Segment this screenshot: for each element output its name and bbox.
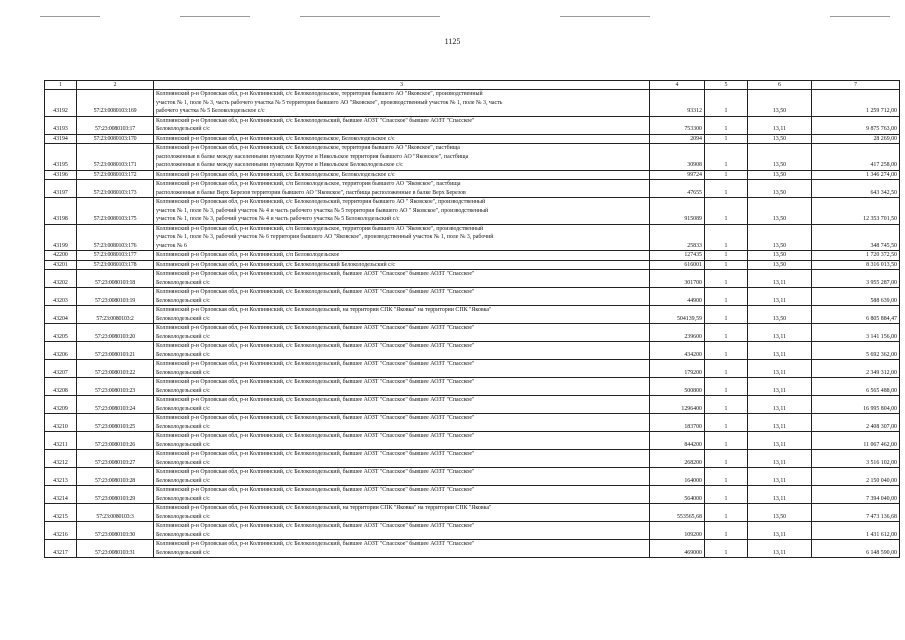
table-body	[45, 90, 900, 558]
description-line: Белоколодезьский с/с	[156, 459, 210, 466]
row-number: 43198	[45, 198, 77, 225]
location-description	[154, 486, 650, 504]
rate-value: 13,50	[748, 260, 812, 270]
rate-value: 13,11	[748, 396, 812, 414]
cadastral-value: 16 995 804,00	[812, 396, 900, 414]
cadastral-value: 348 745,50	[812, 224, 900, 251]
cadastral-value: 2 150 040,00	[812, 468, 900, 486]
row-number: 43209	[45, 396, 77, 414]
column-header: 7	[812, 81, 900, 90]
rate-value: 13,11	[748, 468, 812, 486]
table-row	[45, 288, 900, 306]
description-line: Белоколодезьский с/с	[156, 405, 210, 412]
location-description	[154, 504, 650, 522]
rate-value: 13,50	[748, 170, 812, 180]
table-row	[45, 260, 900, 270]
cadastral-number: 57:23:0080103:2	[77, 306, 154, 324]
location-description	[154, 306, 650, 324]
row-number: 43214	[45, 486, 77, 504]
description-line: Колпнянский р-н Орловская обл, р-н Колпнянский, с/с Белоколодезьский, бывшее АОЗТ "Спасское" бывшее АОЗТ "Спасское"	[156, 541, 475, 547]
cadastral-value: 12 353 701,50	[812, 198, 900, 225]
count-value: 1	[705, 522, 748, 540]
row-number: 43196	[45, 170, 77, 180]
area-value: 47655	[650, 180, 705, 198]
area-value: 915089	[650, 198, 705, 225]
count-value: 1	[705, 396, 748, 414]
description-line: Белоколодезьский с/с	[156, 423, 210, 430]
table-row	[45, 432, 900, 450]
description-line: Белоколодезьский с/с	[156, 126, 210, 132]
table-row	[45, 486, 900, 504]
row-number: 43203	[45, 288, 77, 306]
table-row	[45, 450, 900, 468]
description-line: Колпнянский р-н Орловская обл, р-н Колпнянский, с/с Белоколодезьский, бывшее АОЗТ "Спасское" бывшее АОЗТ "Спасское"	[156, 523, 475, 529]
cadastral-number: 57:23:0080103:173	[77, 180, 154, 198]
description-line: Колпнянский р-н Орловская обл, р-н Колпнянский, с/с Белоколодезьский Белоколодезьский с/с	[156, 261, 396, 268]
row-number: 43211	[45, 432, 77, 450]
column-header: 2	[77, 81, 154, 90]
row-number: 43212	[45, 450, 77, 468]
area-value: 469000	[650, 540, 705, 558]
cadastral-value: 1 720 372,50	[812, 251, 900, 261]
cadastral-number: 57:23:0080103:170	[77, 134, 154, 144]
table-row	[45, 522, 900, 540]
scan-artifact-line	[180, 16, 250, 17]
cadastral-value: 588 639,00	[812, 288, 900, 306]
cadastral-number: 57:23:0080103:18	[77, 270, 154, 288]
description-line: Колпнянский р-н Орловская обл, р-н Колпнянский, с/с Белоколодезьский, бывшее АОЗТ "Спасское" бывшее АОЗТ "Спасское"	[156, 361, 475, 367]
count-value: 1	[705, 306, 748, 324]
description-line: Колпнянский р-н Орловская обл, р-н Колпнянский, с/с Белоколодезьское, территория бывшего АО "Яковское", пастбища	[156, 145, 460, 151]
area-value: 183700	[650, 414, 705, 432]
location-description	[154, 396, 650, 414]
count-value: 1	[705, 116, 748, 134]
location-description	[154, 540, 650, 558]
count-value: 1	[705, 170, 748, 180]
description-line: Белоколодезьский с/с	[156, 279, 210, 286]
rate-value: 13,50	[748, 90, 812, 117]
rate-value: 13,11	[748, 288, 812, 306]
cadastral-value: 417 258,00	[812, 144, 900, 171]
cadastral-number: 57:23:0080103:3	[77, 504, 154, 522]
description-line: Белоколодезьский с/с	[156, 387, 210, 394]
description-line: Колпнянский р-н Орловская обл, р-н Колпнянский, с/с Белоколодезьский, на территории СПК "Яковка" на территории СПК "Яковка"	[156, 505, 492, 511]
description-line: Колпнянский р-н Орловская обл, р-н Колпнянский, с/с Белоколодезьский, бывшее АОЗТ "Спасское" бывшее АОЗТ "Спасское"	[156, 343, 475, 349]
cadastral-value: 6 565 488,00	[812, 378, 900, 396]
location-description	[154, 180, 650, 198]
cadastral-value: 1 346 274,00	[812, 170, 900, 180]
description-line: Колпнянский р-н Орловская обл, р-н Колпнянский, с/с Белоколодезьское, Белоколодезьское с/с	[156, 171, 395, 178]
area-value: 127435	[650, 251, 705, 261]
location-description	[154, 144, 650, 171]
area-value: 500800	[650, 378, 705, 396]
rate-value: 13,11	[748, 414, 812, 432]
description-line: расположенные в балке между населенными пунктами Крутое и Никольское территория бывшего АО "Яковское", пастбища	[156, 153, 469, 160]
description-line: Колпнянский р-н Орловская обл, р-н Колпнянский, с/п Белоколодезьское	[156, 252, 340, 258]
scan-artifact-line	[830, 16, 890, 17]
cadastral-value: 8 316 013,50	[812, 260, 900, 270]
count-value: 1	[705, 134, 748, 144]
description-line: Колпнянский р-н Орловская обл, р-н Колпнянский, с/с Белоколодезьский, бывшее АОЗТ "Спасское" бывшее АОЗТ "Спасское"	[156, 117, 475, 124]
description-line: Белоколодезьский с/с	[156, 369, 210, 376]
cadastral-value: 3 955 287,00	[812, 270, 900, 288]
description-line: участок № 1, поле № 3, часть рабочего участка № 5 территория бывшего АО "Яковское", производственный участок № 1, поле № 3, часть	[156, 99, 503, 106]
location-description	[154, 324, 650, 342]
area-value: 164000	[650, 468, 705, 486]
cadastral-number: 57:23:0080103:20	[77, 324, 154, 342]
row-number: 43192	[45, 90, 77, 117]
cadastral-number: 57:23:0080103:24	[77, 396, 154, 414]
cadastral-number: 57:23:0080103:31	[77, 540, 154, 558]
table-row	[45, 116, 900, 134]
cadastral-number: 57:23:0080103:177	[77, 251, 154, 261]
count-value: 1	[705, 224, 748, 251]
area-value: 25833	[650, 224, 705, 251]
rate-value: 13,11	[748, 116, 812, 134]
location-description	[154, 414, 650, 432]
location-description	[154, 134, 650, 144]
row-number: 43204	[45, 306, 77, 324]
table-row	[45, 378, 900, 396]
description-line: участок № 6	[156, 242, 187, 249]
scan-artifact-line	[40, 16, 100, 17]
cadastral-number: 57:23:0080103:28	[77, 468, 154, 486]
column-header: 3	[154, 81, 650, 90]
description-line: Колпнянский р-н Орловская обл, р-н Колпнянский, с/п Белоколодезьское, территория бывшего АО "Яковское", пастбища	[156, 181, 461, 187]
row-number: 42200	[45, 251, 77, 261]
location-description	[154, 170, 650, 180]
count-value: 1	[705, 432, 748, 450]
table-row	[45, 414, 900, 432]
count-value: 1	[705, 180, 748, 198]
table-row	[45, 170, 900, 180]
row-number: 43205	[45, 324, 77, 342]
table-row	[45, 144, 900, 171]
location-description	[154, 270, 650, 288]
cadastral-number: 57:23:0080103:169	[77, 90, 154, 117]
cadastral-value: 2 408 307,00	[812, 414, 900, 432]
cadastral-number: 57:23:0080103:171	[77, 144, 154, 171]
cadastral-number: 57:23:0080103:29	[77, 486, 154, 504]
table-row	[45, 324, 900, 342]
count-value: 1	[705, 468, 748, 486]
description-line: Колпнянский р-н Орловская обл, р-н Колпнянский, с/с Белоколодезьский, бывшее АОЗТ "Спасское" бывшее АОЗТ "Спасское"	[156, 289, 475, 295]
cadastral-number: 57:23:0080103:176	[77, 224, 154, 251]
rate-value: 13,11	[748, 486, 812, 504]
area-value: 2094	[650, 134, 705, 144]
count-value: 1	[705, 504, 748, 522]
count-value: 1	[705, 360, 748, 378]
row-number: 43217	[45, 540, 77, 558]
row-number: 43207	[45, 360, 77, 378]
area-value: 504139,59	[650, 306, 705, 324]
cadastral-number: 57:23:0080103:178	[77, 260, 154, 270]
cadastral-number: 57:23:0080103:21	[77, 342, 154, 360]
area-value: 553565,68	[650, 504, 705, 522]
count-value: 1	[705, 198, 748, 225]
count-value: 1	[705, 144, 748, 171]
area-value: 616001	[650, 260, 705, 270]
description-line: участок № 1, поле № 3, рабочий участок № 6 территория бывшего АО "Яковское", производственный участок № 1, поле № 3, рабочий	[156, 234, 494, 240]
row-number: 43216	[45, 522, 77, 540]
cadastral-value: 5 692 362,00	[812, 342, 900, 360]
row-number: 43202	[45, 270, 77, 288]
count-value: 1	[705, 260, 748, 270]
table-row	[45, 180, 900, 198]
rate-value: 13,11	[748, 360, 812, 378]
description-line: Колпнянский р-н Орловская обл, р-н Колпнянский, с/с Белоколодезьский, территория бывшего АО " Яковское", производственный	[156, 199, 486, 205]
cadastral-value: 28 269,00	[812, 134, 900, 144]
area-value: 564000	[650, 486, 705, 504]
location-description	[154, 468, 650, 486]
cadastral-number: 57:23:0080103:22	[77, 360, 154, 378]
count-value: 1	[705, 251, 748, 261]
row-number: 43213	[45, 468, 77, 486]
row-number: 43193	[45, 116, 77, 134]
location-description	[154, 288, 650, 306]
rate-value: 13,11	[748, 522, 812, 540]
column-header: 6	[748, 81, 812, 90]
area-value: 99724	[650, 170, 705, 180]
rate-value: 13,50	[748, 180, 812, 198]
description-line: Белоколодезьский с/с	[156, 549, 210, 556]
location-description	[154, 198, 650, 225]
rate-value: 13,11	[748, 342, 812, 360]
row-number: 43208	[45, 378, 77, 396]
description-line: Белоколодезьский с/с	[156, 477, 210, 484]
cadastral-value: 9 875 763,00	[812, 116, 900, 134]
rate-value: 13,11	[748, 540, 812, 558]
description-line: расположенные в балке Верх Березов территории бывшего АО "Яковское", пастбища расположенные в балке Верх Березов	[156, 189, 466, 196]
cadastral-value: 3 516 102,00	[812, 450, 900, 468]
description-line: Белоколодезьский с/с	[156, 297, 210, 304]
cadastral-number: 57:23:0080103:172	[77, 170, 154, 180]
table-row	[45, 396, 900, 414]
column-header: 5	[705, 81, 748, 90]
description-line: Колпнянский р-н Орловская обл, р-н Колпнянский, с/с Белоколодезьский, бывшее АОЗТ "Спасское" бывшее АОЗТ "Спасское"	[156, 451, 475, 457]
count-value: 1	[705, 378, 748, 396]
rate-value: 13,50	[748, 224, 812, 251]
cadastral-number: 57:23:0080103:175	[77, 198, 154, 225]
table-row	[45, 198, 900, 225]
area-value: 109200	[650, 522, 705, 540]
rate-value: 13,11	[748, 450, 812, 468]
cadastral-number: 57:23:0080103:30	[77, 522, 154, 540]
description-line: Белоколодезьский с/с	[156, 495, 210, 502]
rate-value: 13,50	[748, 504, 812, 522]
description-line: Колпнянский р-н Орловская обл, р-н Колпнянский, с/п Белоколодезьское, территория бывшего АО "Яковское", производственный	[156, 225, 484, 232]
count-value: 1	[705, 324, 748, 342]
location-description	[154, 260, 650, 270]
column-header: 1	[45, 81, 77, 90]
cadastral-value: 2 349 312,00	[812, 360, 900, 378]
row-number: 43197	[45, 180, 77, 198]
table-row	[45, 251, 900, 261]
cadastral-value: 643 342,50	[812, 180, 900, 198]
cadastral-value: 1 431 612,00	[812, 522, 900, 540]
description-line: Белоколодезьский с/с	[156, 315, 210, 322]
area-value: 93312	[650, 90, 705, 117]
table-row	[45, 468, 900, 486]
cadastral-value: 3 141 156,00	[812, 324, 900, 342]
location-description	[154, 342, 650, 360]
description-line: Колпнянский р-н Орловская обл, р-н Колпнянский, с/с Белоколодезьский, бывшее АОЗТ "Спасское" бывшее АОЗТ "Спасское"	[156, 415, 475, 421]
description-line: Белоколодезьский с/с	[156, 531, 210, 538]
description-line: Колпнянский р-н Орловская обл, р-н Колпнянский, с/с Белоколодезьский, бывшее АОЗТ "Спасское" бывшее АОЗТ "Спасское"	[156, 397, 475, 403]
description-line: расположенные в балке между населенными пунктами Крутое и Никольское Белоколодезьское с/с	[156, 162, 403, 168]
area-value: 239600	[650, 324, 705, 342]
rate-value: 13,50	[748, 134, 812, 144]
rate-value: 13,11	[748, 432, 812, 450]
description-line: Колпнянский р-н Орловская обл, р-н Колпнянский, с/с Белоколодезьский, на территории СПК "Яковка" на территории СПК "Яковка"	[156, 307, 492, 313]
area-value: 434200	[650, 342, 705, 360]
table-row	[45, 134, 900, 144]
rate-value: 13,11	[748, 378, 812, 396]
rate-value: 13,11	[748, 270, 812, 288]
description-line: Белоколодезьский с/с	[156, 351, 210, 358]
cadastral-value: 7 473 136,68	[812, 504, 900, 522]
rate-value: 13,50	[748, 144, 812, 171]
count-value: 1	[705, 414, 748, 432]
location-description	[154, 522, 650, 540]
cadastral-value: 1 259 712,00	[812, 90, 900, 117]
area-value: 44900	[650, 288, 705, 306]
scan-artifact-line	[300, 16, 440, 17]
description-line: Колпнянский р-н Орловская обл, р-н Колпнянский, с/с Белоколодезьский, бывшее АОЗТ "Спасское" бывшее АОЗТ "Спасское"	[156, 469, 475, 475]
table-row	[45, 504, 900, 522]
description-line: рабочего участка № 5 Белоколодезьское с/с	[156, 108, 265, 114]
location-description	[154, 116, 650, 134]
area-value: 753300	[650, 116, 705, 134]
cadastral-value: 6 148 590,00	[812, 540, 900, 558]
description-line: участок № 1, поле № 3, рабочий участок № 4 и часть рабочего участка № 5 Белоколодезьский с/с	[156, 216, 400, 222]
table-header-row	[45, 81, 900, 90]
location-description	[154, 378, 650, 396]
row-number: 43195	[45, 144, 77, 171]
cadastral-number: 57:23:0080103:27	[77, 450, 154, 468]
table-row	[45, 224, 900, 251]
area-value: 268200	[650, 450, 705, 468]
table-row	[45, 540, 900, 558]
area-value: 1296400	[650, 396, 705, 414]
rate-value: 13,50	[748, 251, 812, 261]
rate-value: 13,11	[748, 324, 812, 342]
cadastral-value: 6 805 884,47	[812, 306, 900, 324]
cadastral-value: 7 394 040,00	[812, 486, 900, 504]
column-header: 4	[650, 81, 705, 90]
rate-value: 13,50	[748, 198, 812, 225]
area-value: 844200	[650, 432, 705, 450]
table-row	[45, 342, 900, 360]
count-value: 1	[705, 486, 748, 504]
location-description	[154, 432, 650, 450]
count-value: 1	[705, 540, 748, 558]
scan-artifact-line	[560, 16, 650, 17]
count-value: 1	[705, 450, 748, 468]
cadastral-value: 11 067 462,00	[812, 432, 900, 450]
cadastral-number: 57:23:0080103:26	[77, 432, 154, 450]
description-line: Белоколодезьский с/с	[156, 333, 210, 340]
area-value: 301700	[650, 270, 705, 288]
page-number: 1125	[444, 37, 461, 46]
row-number: 43194	[45, 134, 77, 144]
description-line: Белоколодезьский с/с	[156, 513, 210, 520]
location-description	[154, 224, 650, 251]
description-line: участок № 1, поле № 3, рабочий участок № 4 и часть рабочего участка № 5 территория бывшего АО " Яковское", производственный	[156, 207, 489, 214]
row-number: 43201	[45, 260, 77, 270]
location-description	[154, 360, 650, 378]
description-line: Колпнянский р-н Орловская обл, р-н Колпнянский, с/с Белоколодезьское, Белоколодезьское с/с	[156, 135, 395, 142]
cadastral-number: 57:23:0080103:17	[77, 116, 154, 134]
location-description	[154, 90, 650, 117]
row-number: 43210	[45, 414, 77, 432]
description-line: Колпнянский р-н Орловская обл, р-н Колпнянский, с/с Белоколодезьский, бывшее АОЗТ "Спасское" бывшее АОЗТ "Спасское"	[156, 325, 475, 331]
description-line: Колпнянский р-н Орловская обл, р-н Колпнянский, с/с Белоколодезьский, бывшее АОЗТ "Спасское" бывшее АОЗТ "Спасское"	[156, 379, 475, 385]
location-description	[154, 450, 650, 468]
row-number: 43199	[45, 224, 77, 251]
description-line: Колпнянский р-н Орловская обл, р-н Колпнянский, с/с Белоколодезьский, бывшее АОЗТ "Спасское" бывшее АОЗТ "Спасское"	[156, 487, 475, 493]
row-number: 43215	[45, 504, 77, 522]
land-register-table	[44, 80, 900, 558]
cadastral-number: 57:23:0080103:23	[77, 378, 154, 396]
cadastral-number: 57:23:0080103:19	[77, 288, 154, 306]
description-line: Белоколодезьский с/с	[156, 441, 210, 448]
cadastral-number: 57:23:0080103:25	[77, 414, 154, 432]
description-line: Колпнянский р-н Орловская обл, р-н Колпнянский, с/с Белоколодезьское, территория бывшего АО "Яковское", производственный	[156, 91, 483, 97]
table-row	[45, 270, 900, 288]
table-row	[45, 306, 900, 324]
area-value: 30908	[650, 144, 705, 171]
count-value: 1	[705, 270, 748, 288]
table-row	[45, 360, 900, 378]
area-value: 179200	[650, 360, 705, 378]
description-line: Колпнянский р-н Орловская обл, р-н Колпнянский, с/с Белоколодезьский, бывшее АОЗТ "Спасское" бывшее АОЗТ "Спасское"	[156, 433, 475, 439]
count-value: 1	[705, 288, 748, 306]
description-line: Колпнянский р-н Орловская обл, р-н Колпнянский, с/с Белоколодезьский, бывшее АОЗТ "Спасское" бывшее АОЗТ "Спасское"	[156, 271, 475, 277]
location-description	[154, 251, 650, 261]
count-value: 1	[705, 90, 748, 117]
rate-value: 13,50	[748, 306, 812, 324]
row-number: 43206	[45, 342, 77, 360]
count-value: 1	[705, 342, 748, 360]
table-row	[45, 90, 900, 117]
